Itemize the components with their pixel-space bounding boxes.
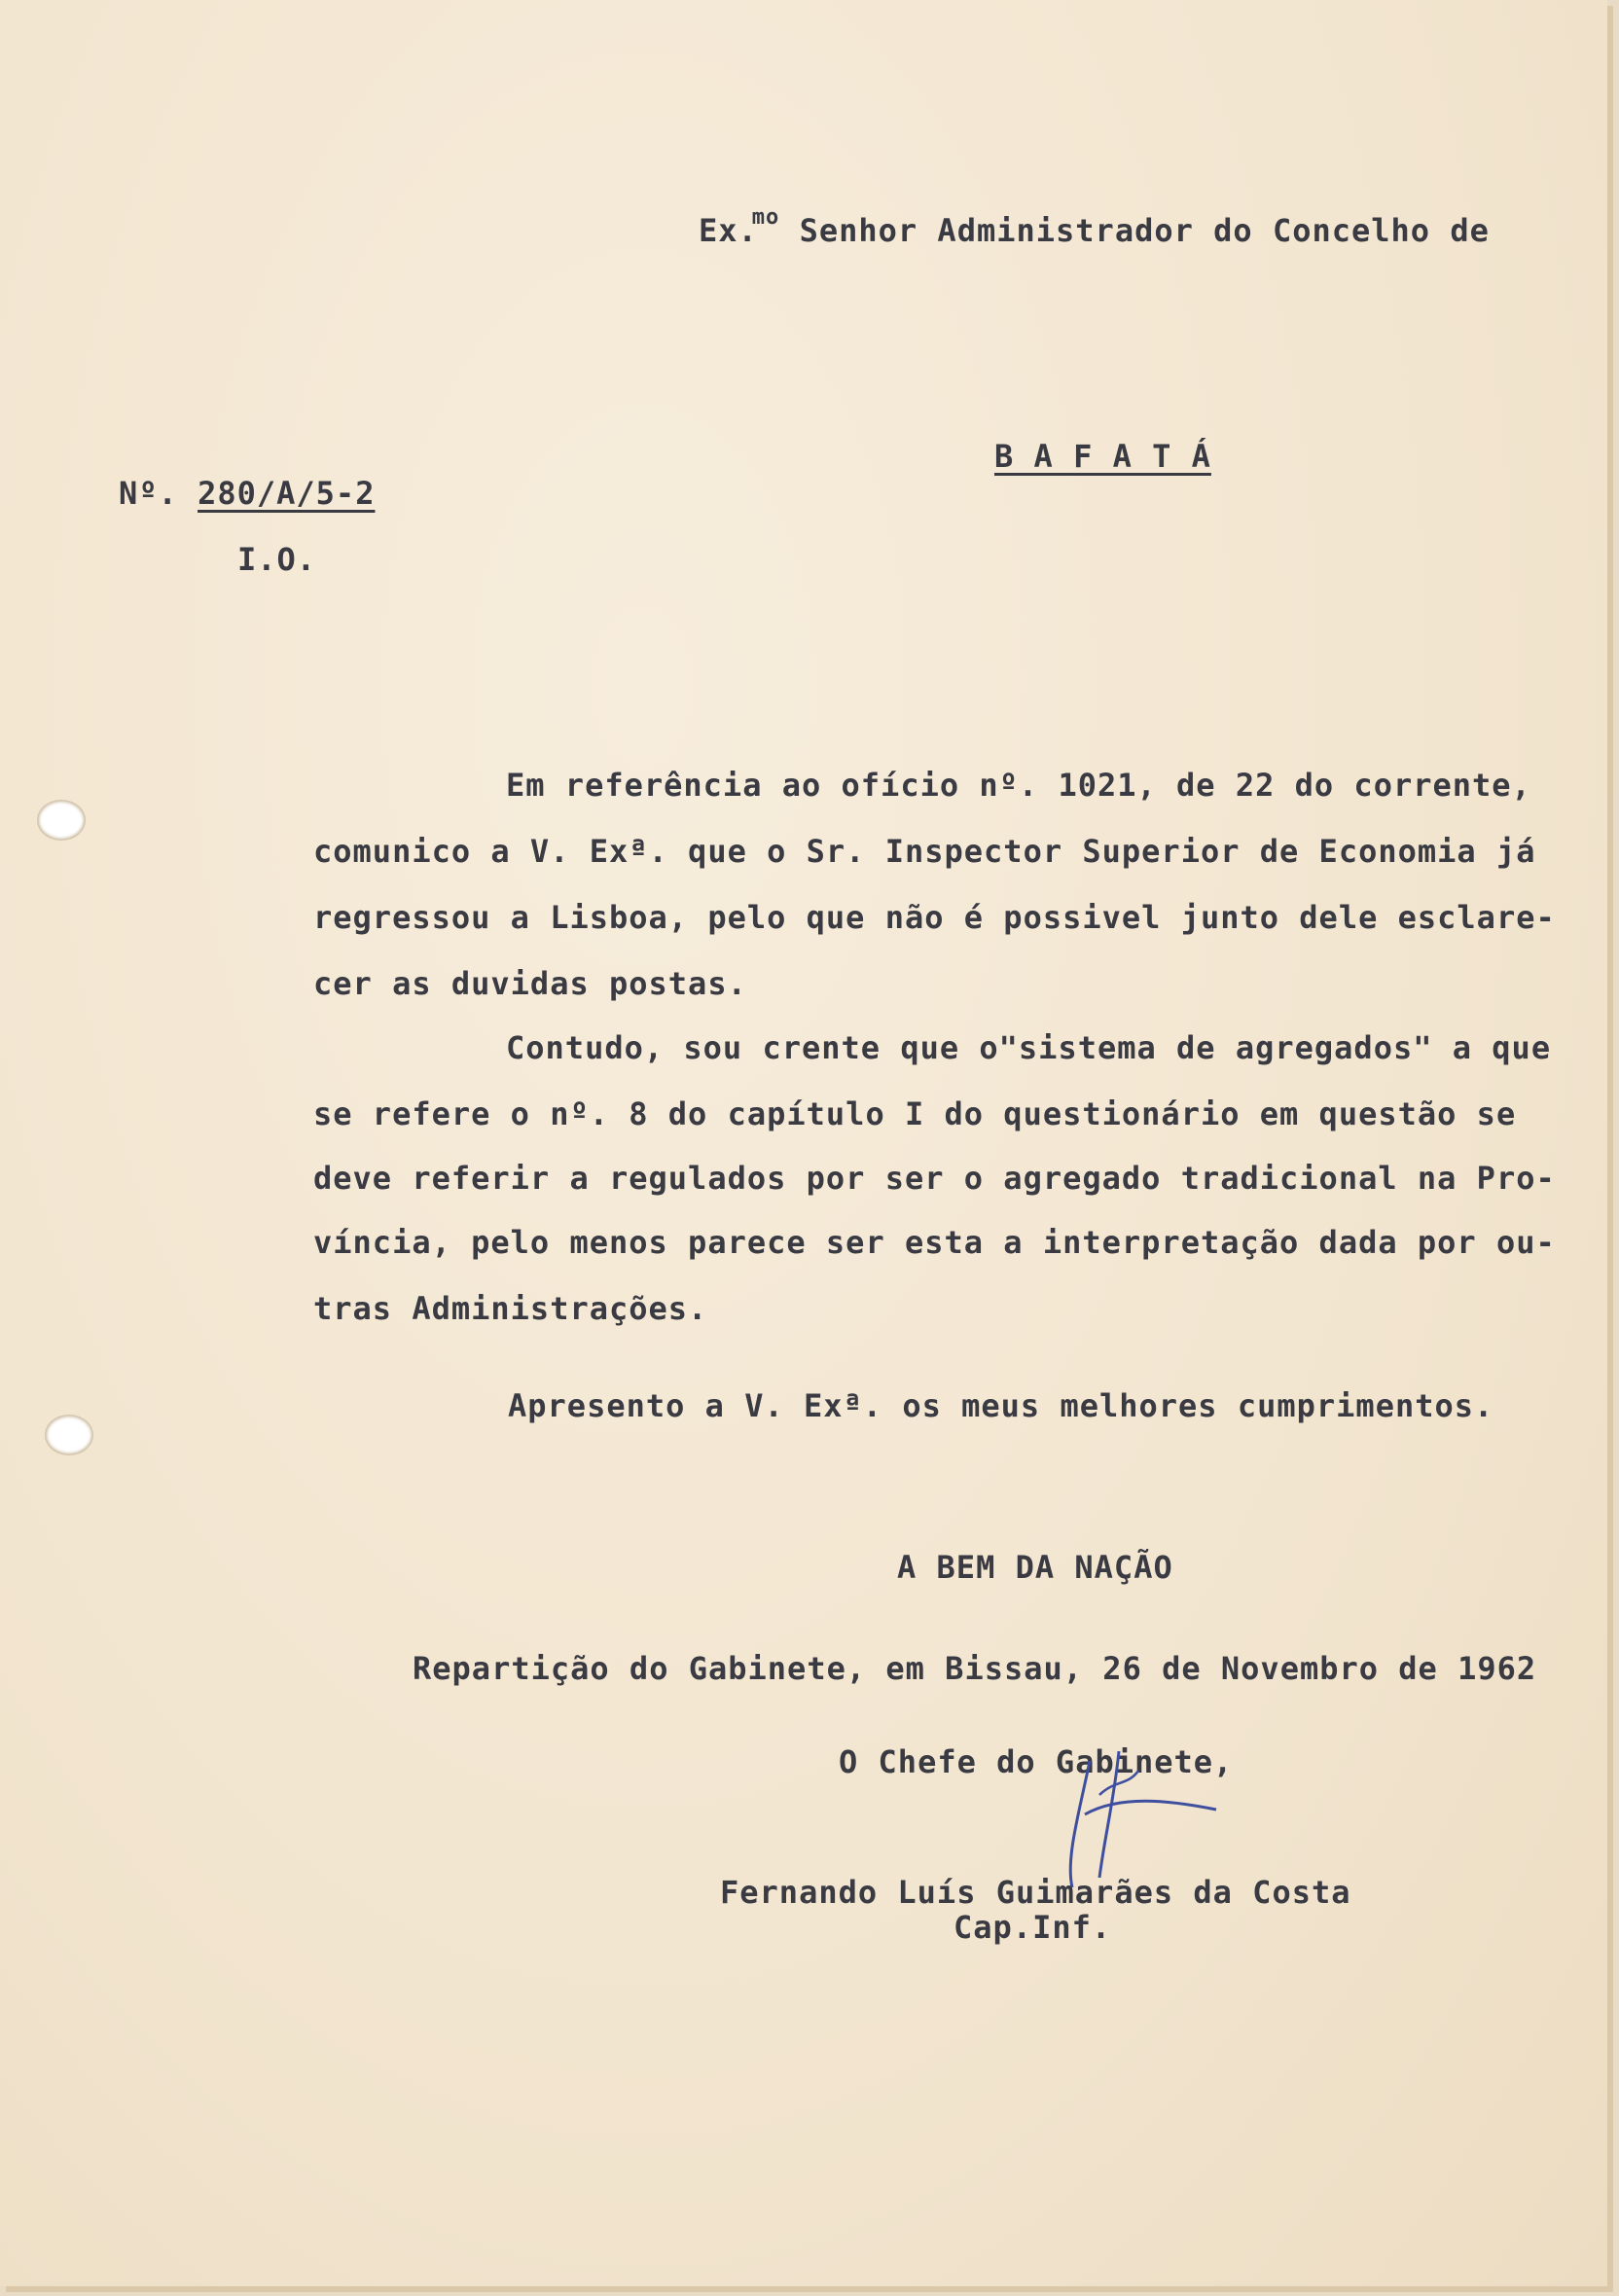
punch-hole-top: [37, 800, 86, 841]
motto: A BEM DA NAÇÃO: [897, 1549, 1173, 1586]
closing-line: Apresento a V. Exª. os meus melhores cumprimentos.: [508, 1387, 1494, 1424]
reference-number: 280/A/5-2: [198, 475, 376, 512]
reference-number-line: [119, 475, 375, 512]
body-line: deve referir a regulados por ser o agregado tradicional na Pro-: [313, 1160, 1556, 1197]
addressee-line: [699, 205, 1490, 249]
addressee-text: Senhor Administrador do Concelho de: [799, 212, 1490, 249]
reference-label: Nº.: [119, 475, 178, 512]
body-line: se refere o nº. 8 do capítulo I do questionário em questão se: [313, 1095, 1517, 1132]
body-line: tras Administrações.: [313, 1290, 708, 1327]
body-line: Em referência ao ofício nº. 1021, de 22 do corrente,: [506, 767, 1531, 804]
body-line: víncia, pelo menos parece ser esta a interpretação dada por ou-: [313, 1224, 1556, 1261]
body-line: Contudo, sou crente que o"sistema de agregados" a que: [506, 1029, 1552, 1066]
place-date: Repartição do Gabinete, em Bissau, 26 de Novembro de 1962: [413, 1650, 1537, 1687]
addressee-superscript: mo: [751, 205, 780, 230]
addressee-prefix: Ex.: [699, 212, 758, 249]
body-line: regressou a Lisboa, pelo que não é possivel junto dele esclare-: [313, 899, 1556, 936]
signer-title: O Chefe do Gabinete,: [839, 1743, 1234, 1780]
signer-name: Fernando Luís Guimarães da Costa: [720, 1874, 1351, 1911]
body-line: cer as duvidas postas.: [313, 965, 747, 1002]
signer-rank: Cap.Inf.: [953, 1909, 1112, 1946]
reference-code: I.O.: [237, 541, 317, 578]
body-line: comunico a V. Exª. que o Sr. Inspector Superior de Economia já: [313, 833, 1536, 870]
destination: B A F A T Á: [994, 438, 1211, 475]
punch-hole-bottom: [45, 1415, 93, 1455]
